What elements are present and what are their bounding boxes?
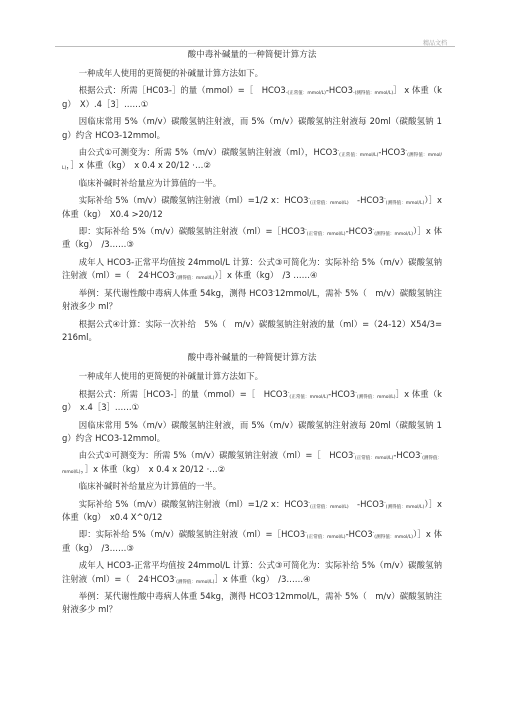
text-run: 一种成年人使用的更简便的补碱量计算方法如下。: [78, 371, 264, 382]
superscript-text: -: [384, 500, 386, 506]
document-page: [62, 49, 442, 621]
paragraph-half: [62, 177, 442, 190]
subscript-text: (正常值：mmol/L): [354, 456, 394, 462]
text-run: 一种成年人使用的更简便的补碱量计算方法如下。: [78, 68, 264, 78]
text-run: 即：实际补给 5%（m/v）碳酸氢钠注射液（ml）=［HCO3: [78, 226, 306, 237]
subscript-text: (测得值：mmol/L): [374, 535, 414, 541]
superscript-text: -: [420, 452, 423, 458]
text-run: ，］x 体重（kg） x 0.4 x 20/12 ·…②: [66, 160, 211, 171]
text-run: -HCO3: [348, 498, 385, 509]
paragraph-answer: [62, 318, 442, 345]
superscript-text: -: [305, 531, 307, 537]
text-run: -HCO3: [378, 147, 406, 158]
superscript-text: -: [273, 593, 275, 598]
paragraph-fact: [62, 115, 442, 142]
text-run: -HCO3: [345, 226, 373, 237]
text-run: 因临床常用 5%（m/v）碳酸氢钠注射液，而 5%（m/v）碳酸氢钠注射液每 20ml（碳酸氢钠 1g）约含 HCO3-12mmol。: [62, 116, 442, 140]
subscript-text: (正常值：mmol/L): [306, 535, 346, 541]
header-rule: [55, 46, 455, 47]
paragraph-intro: [62, 67, 442, 80]
document-title: 酸中毒补碱量的一种简便计算方法: [187, 50, 317, 60]
text-run: ］x 体重（kg） /3……④: [214, 573, 311, 584]
superscript-text: -: [148, 575, 151, 581]
text-run: ）］x 体重（kg） /3 ……④: [214, 270, 318, 281]
superscript-text: -: [174, 272, 177, 278]
superscript-text: -: [148, 272, 151, 278]
text-run: -HCO3: [345, 529, 373, 540]
text-run: 由公式①可测变为：所需 5%（m/v）碳酸氢钠注射液（ml）=［ HCO3: [78, 450, 354, 461]
text-run: HCO3: [150, 573, 175, 584]
paragraph-formula-5: [62, 256, 442, 283]
text-run: ］ x 体重（kg） X）.4［3］……①: [62, 85, 442, 109]
paragraph-example: [62, 590, 442, 617]
paragraph-fact: [62, 419, 442, 446]
text-run: -HCO3: [393, 450, 421, 461]
subscript-text: (正常值：mmol/L): [310, 504, 349, 510]
text-run: 实际补给 5%（m/v）碳酸氢钠注射液（ml）=1/2 x：HCO3: [78, 195, 309, 206]
subscript-text: (测得值：mmol/L): [385, 201, 425, 207]
superscript-text: -: [372, 531, 375, 537]
text-run: 因临床常用 5%（m/v）碳酸氢钠注射液，而 5%（m/v）碳酸氢钠注射液每 20ml（碳酸氢钠 1g）约含 HCO3-12mmol。: [62, 419, 442, 443]
superscript-text: -: [355, 390, 357, 396]
section-one: [62, 67, 442, 344]
text-run: ）］x 体重（kg） x0.4 X^0/12: [62, 498, 442, 522]
superscript-text: -: [273, 289, 275, 295]
text-run: ）］x 体重（kg） /3……③: [62, 226, 442, 250]
paragraph-formula-2: [62, 146, 442, 173]
text-run: -HCO3: [328, 388, 356, 399]
superscript-text: -: [372, 228, 375, 234]
paragraph-formula-3: [62, 194, 442, 221]
subscript-text: (测得值：mmol/L): [374, 232, 414, 238]
text-run: -HCO3: [325, 85, 353, 96]
superscript-text: -: [337, 149, 340, 155]
subscript-text: (测得值：mmol/L): [62, 153, 442, 172]
text-run: 成年人 HCO3-正常平均值按 24mmol/L 计算：公式③可简化为：实际补给 5%（m/v）碳酸氢钠注射液（ml）=（ 24: [62, 256, 442, 281]
subscript-text: (正常值：mmol/L): [310, 201, 349, 207]
text-run: 根据公式：所需［HC03-］的量（mmol）=［ HCO3: [78, 85, 286, 96]
text-run: 由公式①可测变为：所需 5%（m/v）碳酸氢钠注射液（ml），HCO3: [78, 147, 338, 158]
text-run: ，］x 体重（kg） x 0.4 x 20/12 ·…②: [80, 463, 226, 474]
text-run: 实际补给 5%（m/v）碳酸氢钠注射液（ml）=1/2 x：HCO3: [78, 498, 309, 509]
text-run: 根据公式④计算：实际一次补给 5%（ m/v）碳酸氢钠注射液的量（ml）=（24-12）X54/3=216ml。: [62, 318, 442, 342]
paragraph-formula-5: [62, 559, 442, 586]
text-run: 举例：某代谢性酸中毒病人体重 54kg，测得 HCO3: [78, 287, 274, 298]
document-title-repeat: 酸中毒补碱量的一种简便计算方法: [187, 353, 317, 364]
subscript-text: (测得值：mmol/L): [385, 504, 425, 510]
subscript-text: -(正常值：mmol/L): [285, 91, 326, 97]
paragraph-formula: [62, 388, 442, 415]
superscript-text: -: [405, 149, 408, 155]
text-run: ）］x 体重（kg） /3……③: [62, 529, 442, 553]
text-run: 根据公式：所需［HCO3-］的量（mmol）=［ HCO3: [78, 388, 288, 399]
superscript-text: -: [384, 197, 386, 203]
text-run: 12mmol/L，需补 5%（ m/v）碳酸氢钠注射液多少 ml？: [62, 287, 442, 312]
subscript-text: -(测得值：mmol/L): [352, 91, 394, 97]
text-run: 成年人 HCO3-正常平均值按 24mmol/L 计算：公式③可简化为：实际补给 5%（m/v）碳酸氢钠注射液（ml）=（ 24: [62, 560, 442, 584]
subscript-text: (测得值：mmol/L): [176, 579, 215, 585]
superscript-text: -: [305, 228, 307, 234]
superscript-text: -: [308, 197, 311, 203]
paragraph-half: [62, 480, 442, 493]
text-run: 临床补碱时补给量应为计算值的一半。: [78, 481, 222, 492]
paragraph-formula-4: [62, 528, 442, 555]
subscript-text: (测得值：mmol/L): [356, 394, 396, 400]
superscript-text: -: [287, 390, 290, 396]
paragraph-intro: [62, 370, 442, 383]
subscript-text: (正常值：mmol/L): [306, 232, 346, 238]
subscript-text: (正常值：mmol/L): [339, 153, 379, 159]
paragraph-example: [62, 287, 442, 314]
text-run: -HCO3: [348, 195, 385, 206]
watermark-label: 精品文档: [422, 40, 447, 47]
text-run: 12mmol/L，需补 5%（ m/v）碳酸氢钠注射液多少 ml？: [62, 591, 442, 615]
subscript-text: (测得值：mmol/L): [176, 276, 215, 282]
superscript-text: -: [353, 452, 355, 458]
text-run: HCO3: [150, 270, 175, 281]
text-run: 临床补碱时补给量应为计算值的一半。: [78, 177, 222, 188]
text-run: 举例：某代谢性酸中毒病人体重 54kg，测得 HCO3: [78, 591, 274, 601]
paragraph-formula-4: [62, 225, 442, 252]
text-run: ）］x 体重（kg） X0.4 >20/12: [62, 195, 442, 219]
section-two: [62, 370, 442, 617]
subscript-text: (测得值：mmol/L): [62, 456, 442, 475]
paragraph-formula-2: [62, 449, 442, 476]
paragraph-formula: [62, 84, 442, 111]
paragraph-formula-3: [62, 498, 442, 525]
superscript-text: -: [308, 500, 311, 506]
superscript-text: -: [174, 575, 177, 581]
subscript-text: (正常值：mmol/L): [289, 394, 329, 400]
text-run: 即：实际补给 5%（m/v）碳酸氢钠注射液（ml）=［HCO3: [78, 529, 306, 540]
text-run: ］x 体重（kg） x.4［3］……①: [62, 388, 442, 413]
